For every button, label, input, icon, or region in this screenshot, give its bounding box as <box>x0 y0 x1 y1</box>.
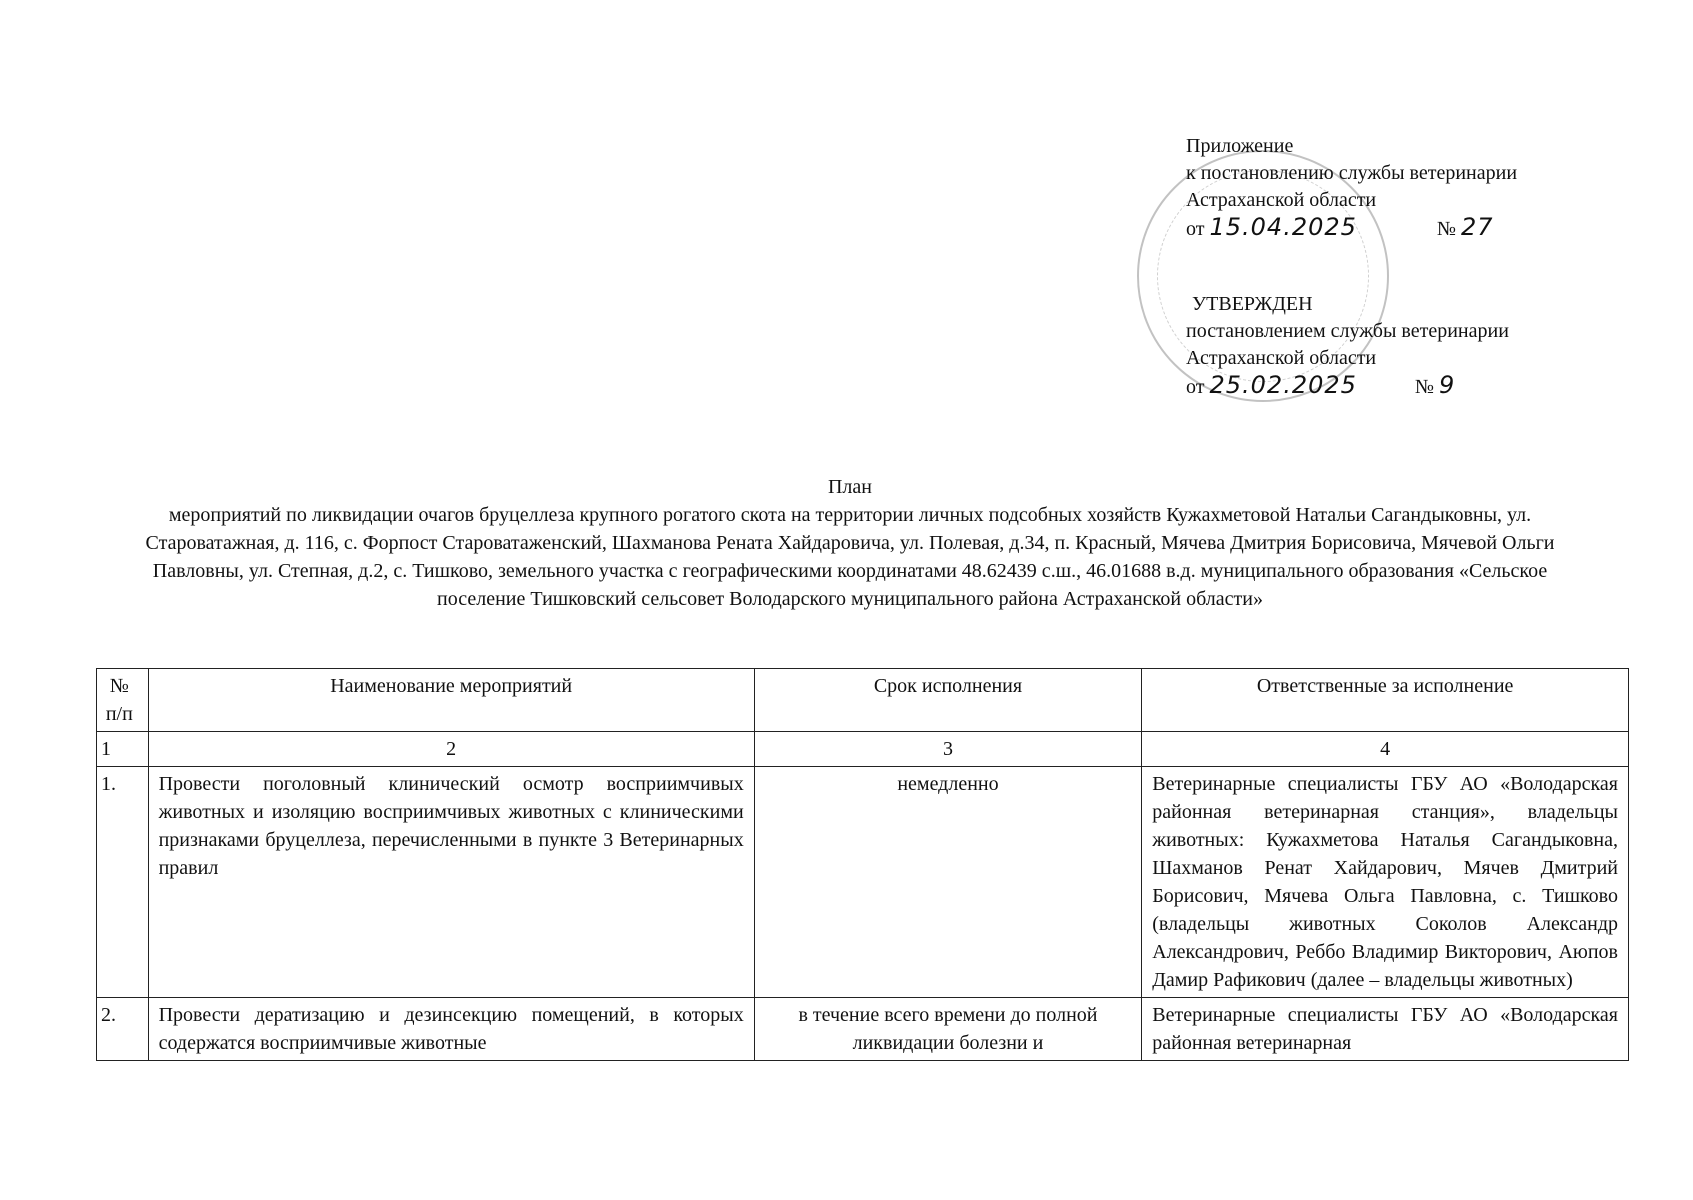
appendix-date-line <box>1186 214 1606 243</box>
row-responsible: Ветеринарные специалисты ГБУ АО «Володарская районная ветеринарная станция», владельцы животных: Кужахметова Наталья Сагандыковна, Шахманов Ренат Хайдарович, Мячев Дмитрий Борисович, Мячева Ольга Павловна, с. Тишково (владельцы животных Соколов Александр Александрович, Реббо Владимир Викторович, Аюпов Дамир Рафикович (далее – владельцы животных) <box>1142 767 1629 998</box>
row-number: 2. <box>97 998 149 1061</box>
approved-line2: Астраханской области <box>1186 347 1377 369</box>
approved-title: УТВЕРЖДЕН <box>1192 293 1313 315</box>
table-row <box>97 767 1629 998</box>
approved-date-line <box>1186 372 1606 401</box>
table-header-row <box>97 669 1629 732</box>
approved-from-label: от <box>1186 376 1205 398</box>
approved-date: 25.02.2025 <box>1209 371 1357 399</box>
appendix-from-label: от <box>1186 218 1205 240</box>
approved-number-label: № <box>1414 376 1434 398</box>
plan-title: План <box>827 476 872 498</box>
table-row <box>97 998 1629 1061</box>
appendix-line2: к постановлению службы ветеринарии <box>1186 162 1518 184</box>
index-cell: 1 <box>97 732 149 767</box>
appendix-line1: Приложение <box>1186 135 1294 157</box>
appendix-block <box>1186 133 1606 243</box>
row-action: Провести дератизацию и дезинсекцию помещений, в которых содержатся восприимчивые животные <box>148 998 754 1061</box>
approved-block <box>1186 291 1606 401</box>
index-cell: 2 <box>148 732 754 767</box>
header-deadline: Срок исполнения <box>754 669 1142 732</box>
plan-description: мероприятий по ликвидации очагов бруцеллеза крупного рогатого скота на территории личных подсобных хозяйств Кужахметовой Натальи Сагандыковны, ул. Староватажная, д. 116, с. Форпост Староватаженский, Шахманова Рената Хайдаровича, ул. Полевая, д.34, п. Красный, Мячева Дмитрия Борисовича, Мячевой Ольги Павловны, ул. Степная, д.2, с. Тишково, земельного участка с географическими координатами 48.62439 с.ш., 46.01688 в.д. муниципального образования «Сельское поселение Тишковский сельсовет Володарского муниципального района Астраханской области» <box>145 504 1555 610</box>
header-responsible: Ответственные за исполнение <box>1142 669 1629 732</box>
header-number: № п/п <box>97 669 149 732</box>
appendix-number: 27 <box>1461 213 1494 241</box>
index-cell: 4 <box>1142 732 1629 767</box>
index-cell: 3 <box>754 732 1142 767</box>
approved-number: 9 <box>1439 371 1456 399</box>
appendix-date: 15.04.2025 <box>1209 213 1357 241</box>
appendix-line3: Астраханской области <box>1186 189 1377 211</box>
plan-table <box>96 668 1629 1061</box>
row-deadline: немедленно <box>754 767 1142 998</box>
header-action: Наименование мероприятий <box>148 669 754 732</box>
row-deadline: в течение всего времени до полной ликвидации болезни и <box>754 998 1142 1061</box>
approved-line1: постановлением службы ветеринарии <box>1186 320 1509 342</box>
row-number: 1. <box>97 767 149 998</box>
table-index-row <box>97 732 1629 767</box>
appendix-number-label: № <box>1436 218 1456 240</box>
row-responsible: Ветеринарные специалисты ГБУ АО «Володарская районная ветеринарная <box>1142 998 1629 1061</box>
row-action: Провести поголовный клинический осмотр восприимчивых животных и изоляцию восприимчивых животных с клиническими признаками бруцеллеза, перечисленными в пункте 3 Ветеринарных правил <box>148 767 754 998</box>
